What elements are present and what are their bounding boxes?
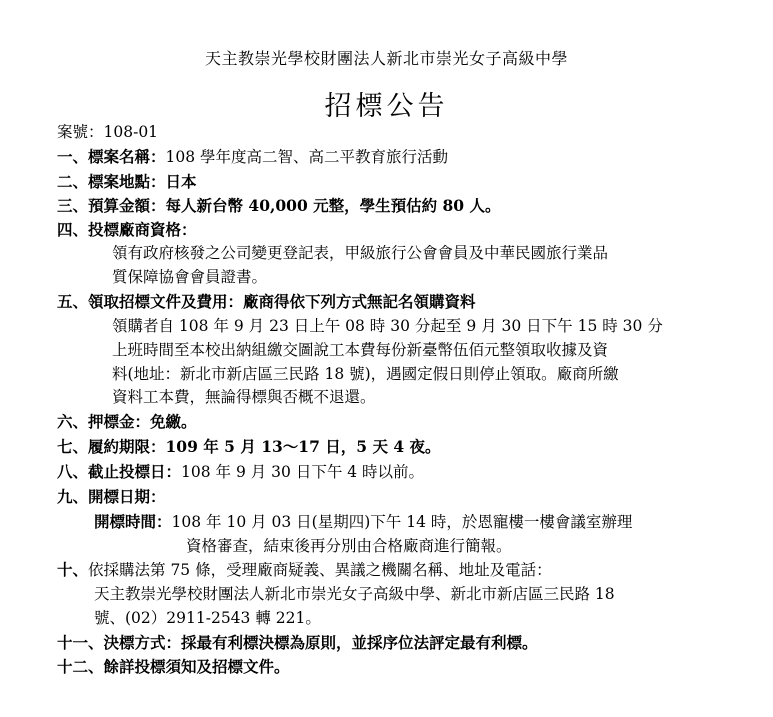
item-8 (57, 461, 424, 483)
item-2-label: 二、標案地點： (57, 172, 166, 191)
item-7-text: 109 年 5 月 13～17 日，5 天 4 夜。 (165, 437, 441, 456)
item-7 (57, 436, 441, 458)
item-7-label: 七、履約期限： (57, 437, 166, 456)
item-3-label: 三、預算金額： (57, 196, 166, 215)
item-9 (57, 486, 166, 508)
item-5-line-3: 料(地址：新北市新店區三民路 18 號)，遇國定假日則停止領取。廠商所繳 (112, 365, 619, 383)
item-8-label: 八、截止投標日： (57, 462, 182, 481)
item-3-text: 每人新台幣 40,000 元整，學生預估約 80 人。 (165, 196, 501, 215)
item-3 (57, 195, 501, 217)
item-5-line-4: 資料工本費，無論得標與否概不退還。 (112, 388, 376, 406)
item-4 (57, 219, 197, 241)
item-11-label: 十一、決標方式： (57, 633, 182, 652)
item-2 (57, 171, 197, 193)
item-10-line-1: 天主教崇光學校財團法人新北市崇光女子高級中學、新北市新店區三民路 18 (94, 585, 615, 603)
item-4-label: 四、投標廠商資格： (57, 220, 197, 239)
item-9-label: 九、開標日期： (57, 487, 166, 506)
item-9-sub-label: 開標時間： (94, 512, 172, 531)
item-10-line-2: 號、(02）2911-2543 轉 221。 (94, 609, 321, 627)
item-12 (57, 656, 290, 678)
case-number: 案號：108-01 (57, 123, 159, 141)
organization-name: 天主教崇光學校財團法人新北市崇光女子高級中學 (204, 49, 568, 68)
item-5-label: 五、領取招標文件及費用：廠商得依下列方式無記名領購資料 (57, 292, 476, 311)
item-1-label: 一、標案名稱： (57, 147, 166, 166)
item-10-text: 依採購法第 75 條，受理廠商疑義、異議之機關名稱、地址及電話： (88, 561, 552, 579)
item-5 (57, 291, 476, 313)
item-1-text: 108 學年度高二智、高二平教育旅行活動 (165, 148, 449, 166)
item-4-line-2: 質保障協會會員證書。 (112, 268, 268, 286)
page-title: 招標公告 (324, 91, 449, 122)
item-8-text: 108 年 9 月 30 日下午 4 時以前。 (181, 463, 425, 481)
item-2-text: 日本 (165, 172, 197, 191)
item-10-label: 十、 (57, 560, 89, 579)
item-5-line-2: 上班時間至本校出納組繳交圖說工本費每份新臺幣伍佰元整領取收據及資 (112, 341, 609, 359)
item-6 (57, 411, 197, 433)
item-4-line-1: 領有政府核發之公司變更登記表，甲級旅行公會會員及中華民國旅行業品 (112, 244, 609, 262)
item-6-label: 六、押標金： (57, 412, 151, 431)
item-11 (57, 632, 538, 654)
item-9-line-1: 108 年 10 月 03 日(星期四)下午 14 時，於恩寵樓一樓會議室辦理 (171, 513, 633, 531)
item-12-label: 十二、 (57, 657, 104, 676)
item-5-line-1: 領購者自 108 年 9 月 23 日上午 08 時 30 分起至 9 月 30 日下午 15 時 30 分 (112, 317, 663, 335)
item-12-text: 餘詳投標須知及招標文件。 (103, 657, 290, 676)
item-9-line-2: 資格審查，結束後再分別由合格廠商進行簡報。 (186, 537, 512, 555)
item-6-text: 免繳。 (150, 412, 197, 431)
item-11-text: 採最有利標決標為原則，並採序位法評定最有利標。 (181, 633, 538, 652)
item-1 (57, 146, 448, 168)
item-9-opening-time (94, 511, 632, 533)
item-10 (57, 559, 552, 581)
